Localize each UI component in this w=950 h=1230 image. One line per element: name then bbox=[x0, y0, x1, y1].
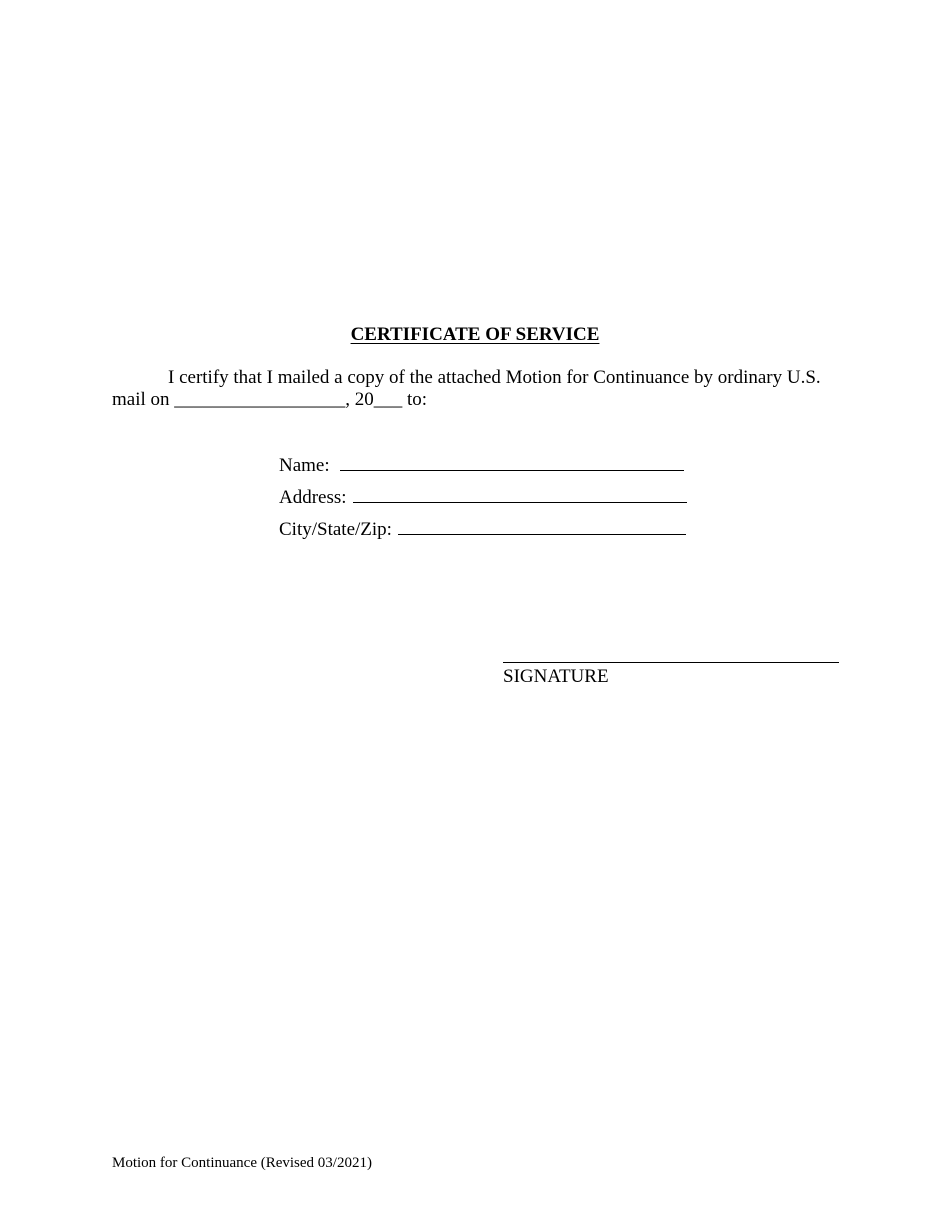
certification-line-1: I certify that I mailed a copy of the attached Motion for Continuance by ordinary U.S. bbox=[168, 367, 821, 388]
signature-label: SIGNATURE bbox=[503, 666, 609, 687]
name-label: Name: bbox=[279, 455, 330, 476]
name-field-row bbox=[279, 451, 687, 483]
address-field-row bbox=[279, 483, 687, 515]
certification-paragraph bbox=[112, 367, 842, 411]
name-blank-line[interactable] bbox=[340, 451, 684, 471]
city-state-zip-field-row bbox=[279, 515, 687, 547]
city-state-zip-blank-line[interactable] bbox=[398, 515, 686, 535]
signature-line[interactable] bbox=[503, 662, 839, 663]
page-footer: Motion for Continuance (Revised 03/2021) bbox=[112, 1155, 372, 1171]
city-state-zip-label: City/State/Zip: bbox=[279, 519, 392, 540]
address-blank-line[interactable] bbox=[353, 483, 687, 503]
certification-line-2: mail on __________________, 20___ to: bbox=[112, 389, 428, 410]
address-label: Address: bbox=[279, 487, 347, 508]
recipient-fields bbox=[279, 451, 687, 547]
document-title: CERTIFICATE OF SERVICE bbox=[350, 324, 600, 345]
